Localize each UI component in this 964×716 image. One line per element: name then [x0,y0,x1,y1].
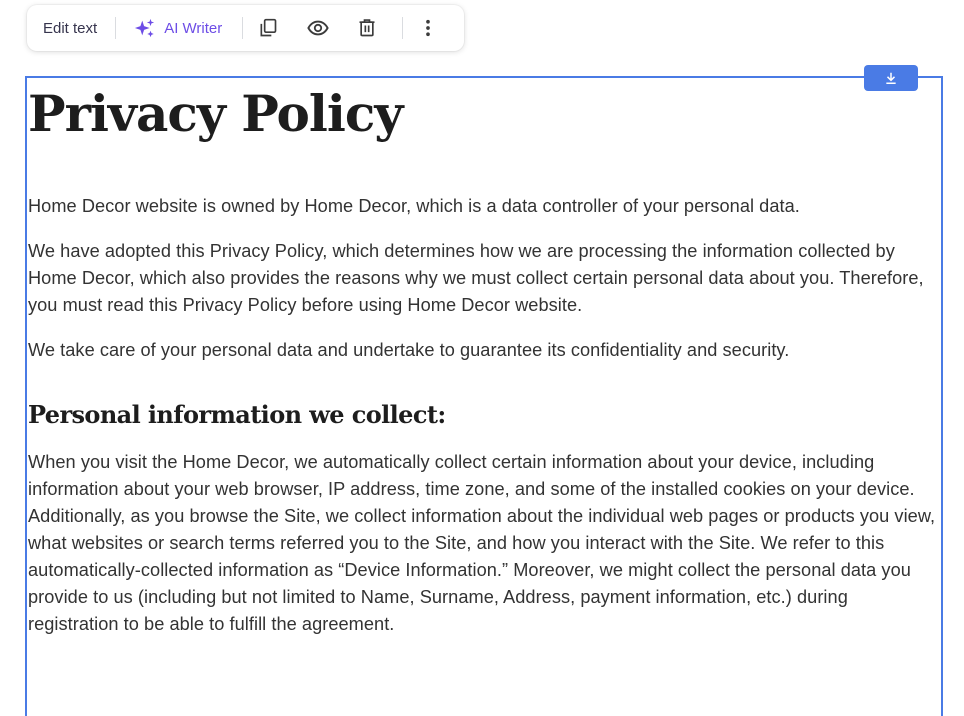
text-element-toolbar [27,5,464,51]
more-options-button[interactable] [417,17,439,39]
ai-writer-button[interactable] [134,17,222,39]
policy-adoption-paragraph: We have adopted this Privacy Policy, which determines how we are processing the information collected by Home Decor, which also provides the reasons why we must collect certain personal data about you. Therefore, you must read this Privacy Policy before using Home Decor website. [28,241,924,315]
duplicate-button[interactable] [257,17,279,39]
toolbar-divider [115,17,116,39]
preview-button[interactable] [307,17,329,39]
data-care-paragraph: We take care of your personal data and undertake to guarantee its confidentiality and security. [28,340,790,360]
collected-info-paragraph: When you visit the Home Decor, we automatically collect certain information about your device, including information about your web browser, IP address, time zone, and some of the installed cookies on your device. Additionally, as you browse the Site, we collect information about the individual web pages or products you view, what websites or search terms referred you to the Site, and how you interact with the Site. We refer to this automatically-collected information as “Device Information.” Moreover, we might collect the personal data you provide to us (including but not limited to Name, Surname, Address, payment information, etc.) during registration to be able to fulfill the agreement. [28,452,936,634]
intro-paragraph: Home Decor website is owned by Home Decor, which is a data controller of your personal data. [28,196,800,216]
privacy-policy-text-block[interactable] [28,80,938,638]
toolbar-divider [402,17,403,39]
more-vertical-icon [418,18,438,38]
sparkle-icon [134,17,156,39]
trash-icon [357,18,377,38]
section-heading: Personal information we collect: [28,400,446,429]
delete-button[interactable] [356,17,378,39]
edit-text-button[interactable]: Edit text [43,19,98,37]
toolbar-divider [242,17,243,39]
page-title: Privacy Policy [28,84,403,143]
ai-writer-label: AI Writer [164,19,223,37]
duplicate-icon [258,18,278,38]
eye-icon [307,17,329,39]
